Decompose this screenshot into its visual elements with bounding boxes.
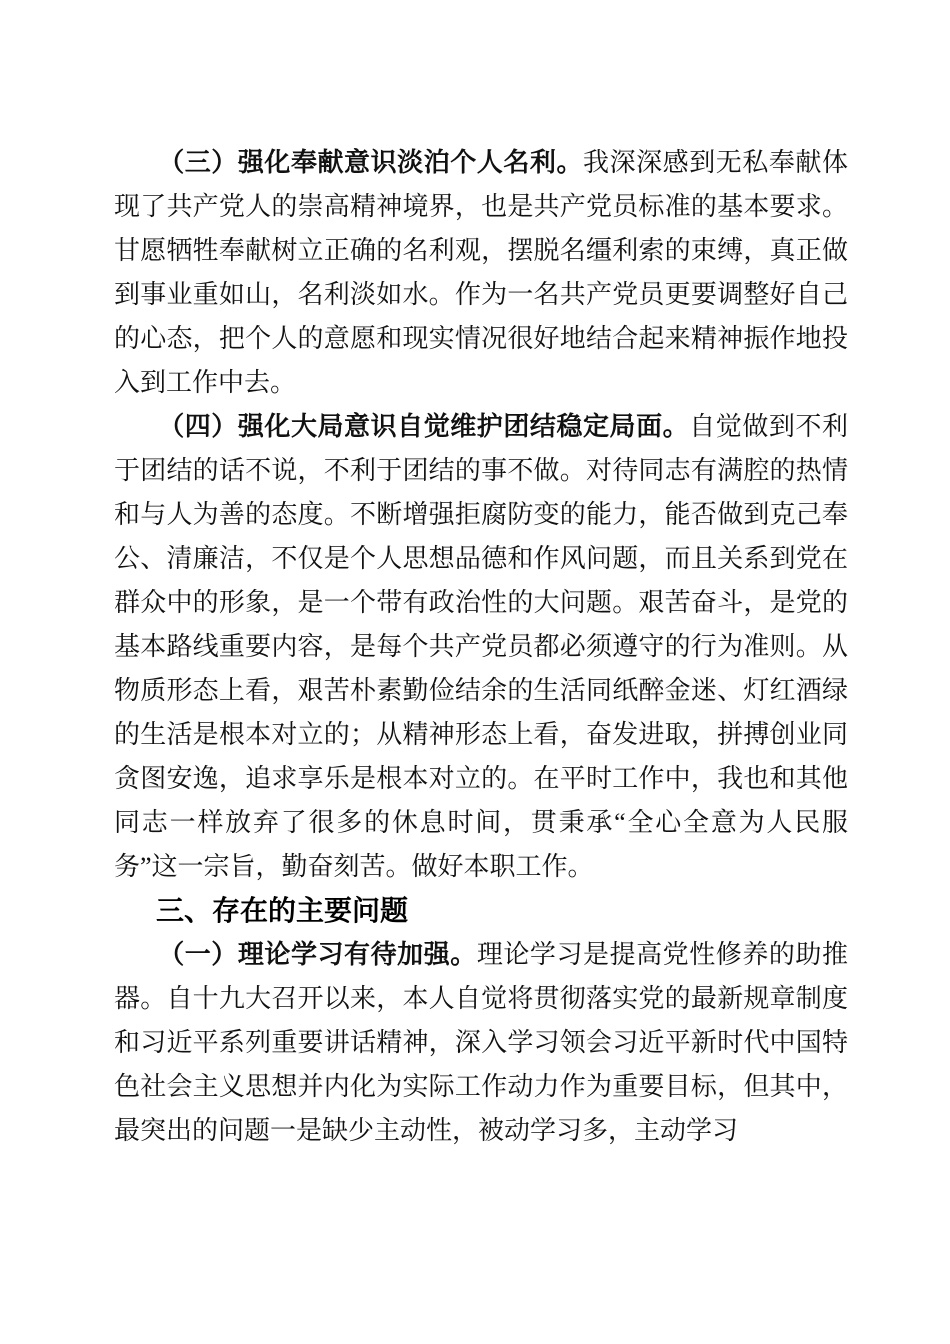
paragraph-1-body: 理论学习是提高党性修养的助推器。自十九大召开以来，本人自觉将贯彻落实党的最新规章制度和习近平系列重要讲话精神，深入学习领会习近平新时代中国特色社会主义思想并内化为实际工作动力作为重要目标，但其中，最突出的问题一是缺少主动性，被动学习多，主动学习 bbox=[114, 940, 848, 1145]
paragraph-1-lead: （一）理论学习有待加强。 bbox=[158, 940, 477, 969]
document-body bbox=[114, 141, 848, 1153]
paragraph-3 bbox=[114, 141, 848, 405]
paragraph-3-body: 我深深感到无私奉献体现了共产党人的崇高精神境界，也是共产党员标准的基本要求。甘愿牺牲奉献树立正确的名利观，摆脱名缰利索的束缚，真正做到事业重如山，名利淡如水。作为一名共产党员更要调整好自己的心态，把个人的意愿和现实情况很好地结合起来精神振作地投入到工作中去。 bbox=[114, 148, 848, 397]
paragraph-4-lead: （四）强化大局意识自觉维护团结稳定局面。 bbox=[158, 412, 690, 441]
paragraph-4-body: 自觉做到不利于团结的话不说，不利于团结的事不做。对待同志有满腔的热情和与人为善的态度。不断增强拒腐防变的能力，能否做到克己奉公、清廉洁，不仅是个人思想品德和作风问题，而且关系到党在群众中的形象，是一个带有政治性的大问题。艰苦奋斗，是党的基本路线重要内容，是每个共产党员都必须遵守的行为准则。从物质形态上看，艰苦朴素勤俭结余的生活同纸醉金迷、灯红酒绿的生活是根本对立的；从精神形态上看，奋发进取，拼搏创业同贪图安逸，追求享乐是根本对立的。在平时工作中，我也和其他同志一样放弃了很多的休息时间，贯秉承“全心全意为人民服务”这一宗旨，勤奋刻苦。做好本职工作。 bbox=[114, 412, 848, 881]
section-heading: 三、存在的主要问题 bbox=[156, 895, 409, 926]
paragraph-1 bbox=[114, 933, 848, 1153]
paragraph-3-lead: （三）强化奉献意识淡泊个人名利。 bbox=[158, 148, 584, 177]
paragraph-4 bbox=[114, 405, 848, 889]
